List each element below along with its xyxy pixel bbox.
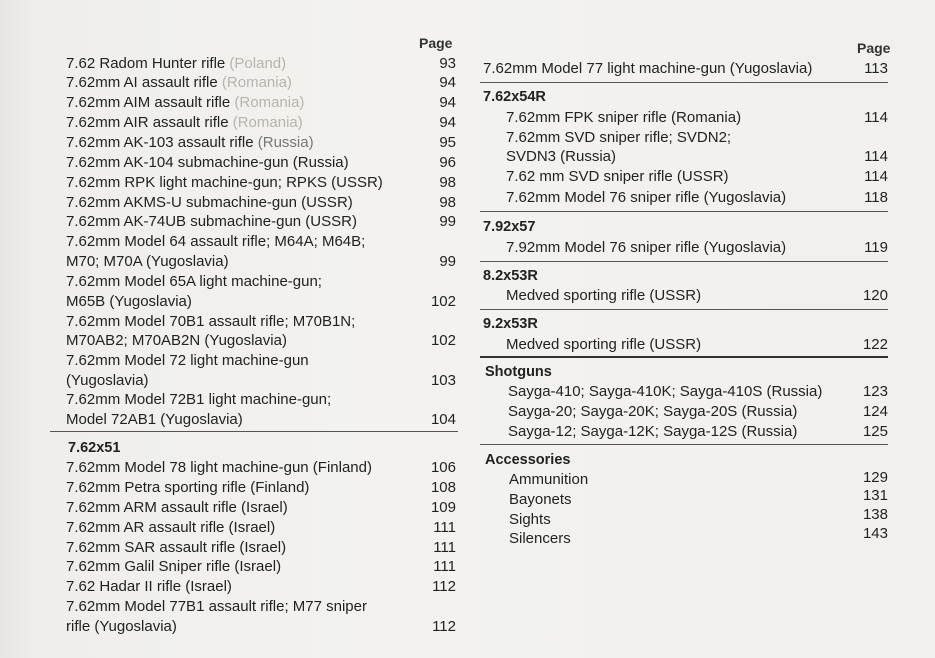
- entry-title-line2: SVDN3 (Russia): [506, 148, 617, 165]
- entry-page-number: 111: [433, 558, 456, 575]
- entry-title: Ammunition: [509, 471, 589, 488]
- entry-page-number: 94: [439, 94, 456, 111]
- entry-title: 7.62mm ARM assault rifle (Israel): [66, 499, 288, 516]
- section-title-accessories: Accessories: [485, 452, 571, 468]
- entry-title: 7.62mm Petra sporting rifle (Finland): [66, 479, 310, 496]
- entry-page-number: 99: [439, 253, 456, 270]
- entry-title-line2: (Yugoslavia): [66, 372, 149, 389]
- page-column-header: Page: [419, 35, 453, 51]
- entry-page-number: 102: [430, 332, 456, 349]
- entry-page-number: 138: [862, 506, 888, 523]
- entry-title-line2: M70; M70A (Yugoslavia): [66, 253, 229, 270]
- entry-page-number: 94: [439, 74, 456, 91]
- section-title-7-62x54r: 7.62x54R: [483, 89, 546, 105]
- entry-title: Medved sporting rifle (USSR): [506, 336, 702, 353]
- entry-title: 7.62mm AIR assault rifle: [66, 114, 233, 131]
- entry-page-number: 93: [439, 55, 456, 72]
- entry-page-number: 129: [862, 469, 888, 486]
- entry-page-number: 99: [439, 213, 456, 230]
- entry-page-number: 125: [862, 423, 888, 440]
- entry-title: 7.62mm Model 72 light machine-gun: [66, 352, 309, 369]
- entry-page-number: 112: [432, 578, 456, 595]
- section-divider: [480, 211, 888, 212]
- section-divider: [480, 309, 888, 310]
- entry-title: 7.62mm Model 72B1 light machine-gun;: [66, 391, 332, 408]
- entry-page-number: 119: [864, 239, 888, 256]
- entry-title: 7.62mm Model 78 light machine-gun (Finland): [66, 459, 372, 476]
- entry-title: 7.62mm AI assault rifle: [66, 74, 222, 91]
- entry-page-number: 114: [864, 168, 888, 185]
- entry-page-number: 143: [862, 525, 888, 542]
- entry-page-number: 111: [433, 519, 456, 536]
- entry-page-number: 112: [432, 618, 456, 635]
- entry-title: 7.62mm Model 77 light machine-gun (Yugoslavia): [483, 60, 813, 77]
- entry-page-number: 118: [864, 189, 888, 206]
- entry-title: 7.62mm AR assault rifle (Israel): [66, 519, 276, 536]
- entry-country-faded: (Russia): [257, 134, 314, 151]
- entry-title: 7.62mm Model 77B1 assault rifle; M77 sniper: [66, 598, 367, 615]
- entry-title-line2: M70AB2; M70AB2N (Yugoslavia): [66, 332, 287, 349]
- entry-title: 7.62 Radom Hunter rifle: [66, 55, 230, 72]
- entry-title: 7.62mm Model 65A light machine-gun;: [66, 273, 322, 290]
- entry-title: 7.62mm SVD sniper rifle; SVDN2;: [506, 129, 732, 146]
- entry-title: 7.62mm Model 70B1 assault rifle; M70B1N;: [66, 313, 356, 330]
- entry-page-number: 114: [864, 148, 888, 165]
- entry-page-number: 122: [862, 336, 888, 353]
- entry-title: 7.62mm Galil Sniper rifle (Israel): [66, 558, 282, 575]
- entry-title-line2: Model 72AB1 (Yugoslavia): [66, 411, 243, 428]
- entry-page-number: 123: [862, 383, 888, 400]
- entry-title: Silencers: [509, 530, 571, 547]
- entry-title: Sayga-410; Sayga-410K; Sayga-410S (Russia): [508, 383, 823, 400]
- entry-title: 7.62mm AK-104 submachine-gun (Russia): [66, 154, 349, 171]
- section-divider: [480, 356, 888, 358]
- entry-page-number: 102: [430, 293, 456, 310]
- section-divider: [50, 431, 458, 432]
- entry-country-faded: (Romania): [234, 94, 305, 111]
- entry-title: 7.92mm Model 76 sniper rifle (Yugoslavia): [506, 239, 787, 256]
- entry-title: 7.62mm Model 64 assault rifle; M64A; M64B;: [66, 233, 366, 250]
- entry-title: Medved sporting rifle (USSR): [506, 287, 702, 304]
- entry-page-number: 103: [430, 372, 456, 389]
- entry-title: 7.62mm Model 76 sniper rifle (Yugoslavia): [506, 189, 787, 206]
- entry-title: 7.62mm FPK sniper rifle (Romania): [506, 109, 742, 126]
- entry-title: 7.62mm SAR assault rifle (Israel): [66, 539, 287, 556]
- section-divider: [480, 82, 888, 83]
- entry-country-faded: (Poland): [229, 55, 287, 72]
- page-column-header: Page: [857, 40, 891, 56]
- entry-title: 7.62 mm SVD sniper rifle (USSR): [506, 168, 729, 185]
- entry-title: Sayga-12; Sayga-12K; Sayga-12S (Russia): [508, 423, 798, 440]
- section-title-8-2x53r: 8.2x53R: [483, 268, 538, 284]
- section-title-7-62x51: 7.62x51: [68, 440, 121, 456]
- entry-country-faded: (Romania): [232, 114, 303, 131]
- entry-title: 7.62mm AKMS-U submachine-gun (USSR): [66, 194, 353, 211]
- entry-page-number: 104: [430, 411, 456, 428]
- entry-page-number: 111: [433, 539, 456, 556]
- entry-title: 7.62mm AK-103 assault rifle: [66, 134, 258, 151]
- entry-page-number: 108: [430, 479, 456, 496]
- section-title-shotguns: Shotguns: [485, 364, 552, 380]
- entry-title: 7.62 Hadar II rifle (Israel): [66, 578, 232, 595]
- section-divider: [480, 261, 888, 262]
- entry-page-number: 124: [862, 403, 888, 420]
- entry-title: Sayga-20; Sayga-20K; Sayga-20S (Russia): [508, 403, 798, 420]
- entry-page-number: 131: [862, 487, 888, 504]
- entry-title: 7.62mm AIM assault rifle: [66, 94, 235, 111]
- entry-title: 7.62mm RPK light machine-gun; RPKS (USSR): [66, 174, 383, 191]
- entry-page-number: 94: [439, 114, 456, 131]
- entry-page-number: 114: [864, 109, 888, 126]
- entry-page-number: 98: [439, 194, 456, 211]
- entry-country-faded: (Romania): [221, 74, 292, 91]
- entry-page-number: 95: [439, 134, 456, 151]
- entry-title-line2: rifle (Yugoslavia): [66, 618, 177, 635]
- entry-page-number: 120: [862, 287, 888, 304]
- entry-page-number: 109: [430, 499, 456, 516]
- section-title-7-92x57: 7.92x57: [483, 219, 536, 235]
- entry-title: Sights: [509, 511, 551, 528]
- section-title-9-2x53r: 9.2x53R: [483, 316, 538, 332]
- entry-page-number: 106: [430, 459, 456, 476]
- entry-page-number: 96: [439, 154, 456, 171]
- entry-title: Bayonets: [509, 491, 572, 508]
- entry-title-line2: M65B (Yugoslavia): [66, 293, 192, 310]
- entry-page-number: 113: [864, 60, 888, 77]
- entry-title: 7.62mm AK-74UB submachine-gun (USSR): [66, 213, 357, 230]
- section-divider: [480, 444, 888, 445]
- entry-page-number: 98: [439, 174, 456, 191]
